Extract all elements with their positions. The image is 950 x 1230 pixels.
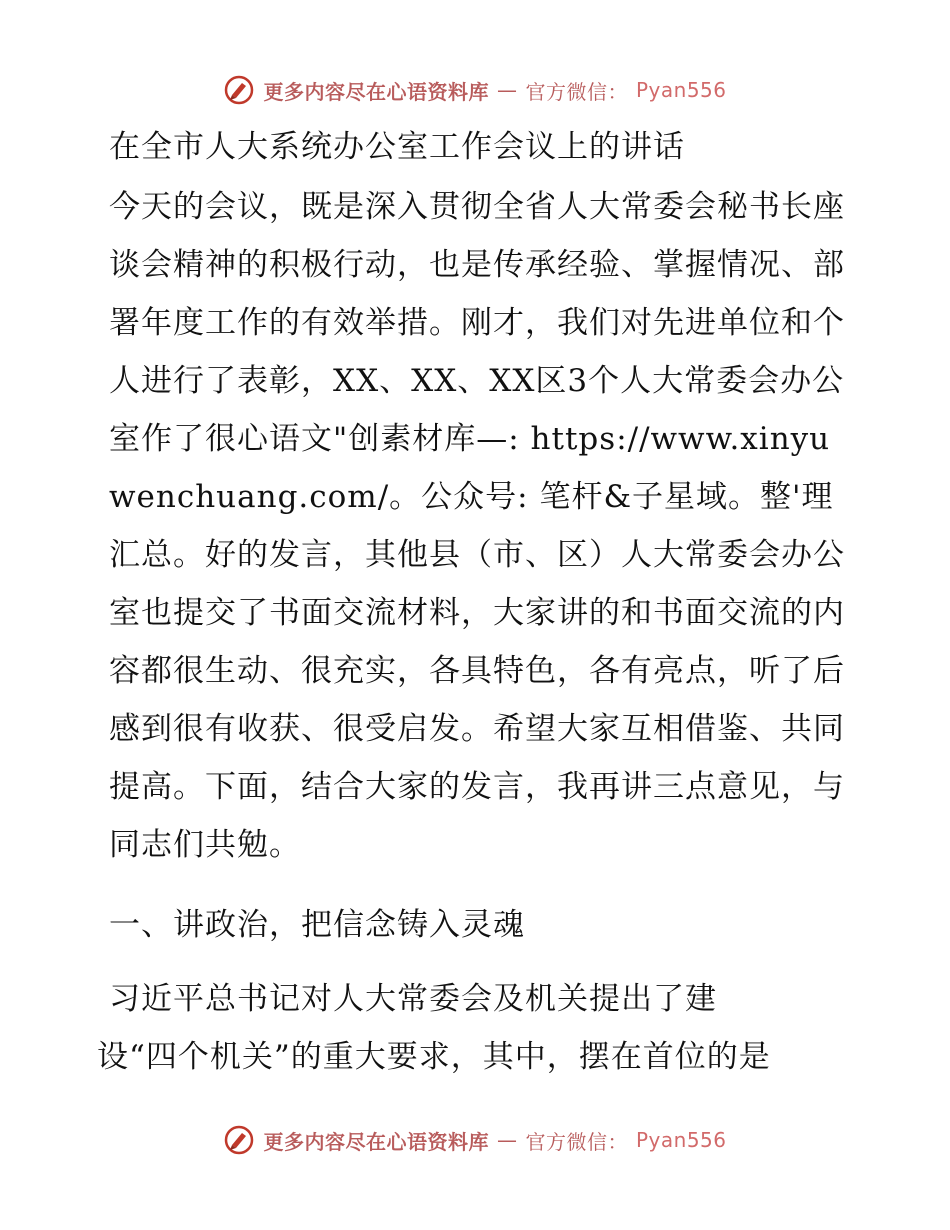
watermark-dash: — <box>496 78 518 102</box>
brand-logo-icon <box>223 1124 255 1156</box>
brand-logo-icon <box>223 74 255 106</box>
watermark-footer <box>0 1120 950 1160</box>
paragraph-intro: 今天的会议，既是深入贯彻全省人大常委会秘书长座谈会精神的积极行动，也是传承经验、掌握情况、部署年度工作的有效举措。刚才，我们对先进单位和个人进行了表彰，XX、XX、XX区3个人大常委会办公室作了很心语文"创素材库—: https://www.xinyuwenchuang.com/。公众号: 笔杆&子星域。整'理汇总。好的发言，其他县（市、区）人大常委会办公室也提交了书面交流材料，大家讲的和书面交流的内容都很生动、很充实，各具特色，各有亮点，听了后感到很有收获、很受启发。希望大家互相借鉴、共同提高。下面，结合大家的发言，我再讲三点意见，与同志们共勉。 <box>109 189 845 863</box>
watermark-main-text: 更多内容尽在心语资料库 <box>263 1129 489 1154</box>
watermark-header <box>0 70 950 110</box>
watermark-wechat-id: Pyan556 <box>635 78 727 102</box>
paragraph-section-1 <box>97 970 857 1086</box>
watermark-wechat-id: Pyan556 <box>635 1128 727 1152</box>
watermark-main-text: 更多内容尽在心语资料库 <box>263 79 489 104</box>
paragraph-line: 习近平总书记对人大常委会及机关提出了建 <box>109 981 717 1017</box>
watermark-dash: — <box>496 1128 518 1152</box>
paragraph-line: 设“四个机关”的重大要求，其中，摆在首位的是 <box>97 1039 771 1075</box>
document-body <box>97 118 857 1086</box>
document-title: 在全市人大系统办公室工作会议上的讲话 <box>109 129 685 165</box>
watermark-official-label: 官方微信： <box>525 1129 628 1154</box>
section-heading-1: 一、讲政治，把信念铸入灵魂 <box>109 907 525 943</box>
watermark-official-label: 官方微信： <box>525 79 628 104</box>
